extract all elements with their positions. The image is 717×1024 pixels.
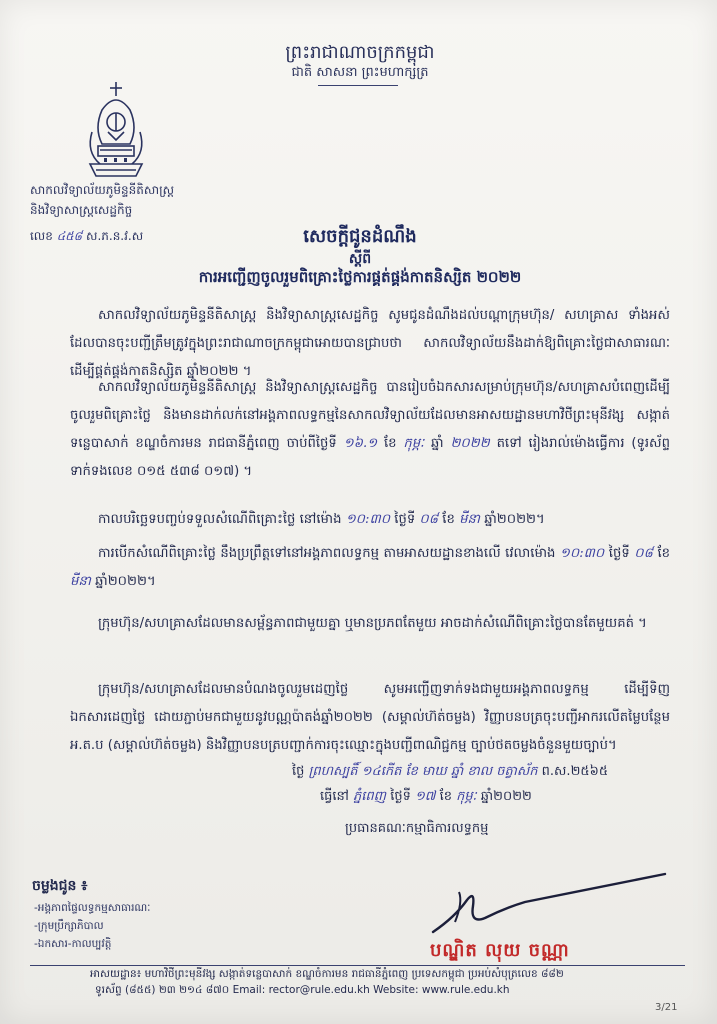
cc-item: -ឯកសារ-កាលប្បវត្តិ — [34, 938, 112, 950]
paragraph-requirements — [70, 676, 670, 760]
paragraph-affiliation — [70, 610, 670, 638]
national-motto: ជាតិ សាសនា ព្រះមហាក្សត្រ — [291, 65, 429, 80]
paragraph-text: សាកលវិទ្យាល័យភូមិន្ទនីតិសាស្ត្រ និងវិទ្យាសាស្ត្រសេដ្ឋកិច្ច បានរៀបចំឯកសារសម្រាប់ក្រុមហ៊ុន/សហគ្រាសបំពេញដើម្បីចូលរួមពិគ្រោះថ្លៃ និងមានដាក់លក់នៅអង្គភាពលទ្ធកម្មនៃសាកលវិទ្យាល័យដែលមានអាសយដ្ឋានមហាវិថីព្រះមុនីវង្ស សង្កាត់ទន្លេបាសាក់ ខណ្ឌចំការមន រាជធានីភ្នំពេញ ចាប់ពីថ្ងៃទី — [70, 380, 670, 451]
signer-name: បណ្ឌិត លុយ ចណ្ណា — [430, 940, 570, 961]
lunar-prefix: ថ្ងៃ — [292, 764, 305, 779]
paragraph-text: ឆ្នាំ២០២២។ — [95, 574, 156, 589]
place-handwritten: ភ្នំពេញ — [353, 789, 387, 804]
paragraph-text: កាលបរិច្ឆេទបញ្ចប់ទទួលសំណើពិគ្រោះថ្លៃ នៅម៉ោង — [98, 512, 342, 527]
handwritten-month: កុម្ភៈ — [403, 436, 425, 451]
handwritten-year: ២០២២ — [450, 436, 490, 451]
document-subject: ការអញ្ជើញចូលរួមពិគ្រោះថ្លៃការផ្គត់ផ្គង់កាតនិស្សិត ២០២២ — [198, 268, 522, 286]
cc-item: -ក្រុមប្រឹក្សាភិបាល — [34, 920, 104, 932]
paragraph-text: ថ្ងៃទី — [394, 512, 416, 527]
day-handwritten: ១៧ — [414, 789, 436, 804]
handwritten-month: មីនា — [70, 574, 91, 589]
footer-divider — [30, 965, 685, 966]
reference-number — [30, 228, 143, 246]
paragraph-text: ការបើកសំណើពិគ្រោះថ្លៃ នឹងប្រព្រឹត្តទៅនៅអង្គភាពលទ្ធកម្ម តាមអាសយដ្ឋានខាងលើ វេលាម៉ោង — [98, 546, 556, 561]
kingdom-heading: ព្រះរាជាណាចក្រកម្ពុជា — [285, 42, 435, 63]
paragraph-text: តទៅ រៀងរាល់ម៉ោងធ្វើការ (ទូរស័ព្ទទាក់ទងលេខ ០១៥ ៥៣៨ ០១៧) ។ — [70, 436, 670, 479]
year-label: ឆ្នាំ២០២២ — [480, 789, 532, 804]
handwritten-time: ១០:៣០ — [559, 546, 605, 561]
cc-label: ចម្លងជូន ៖ — [32, 878, 88, 894]
reference-handwritten: ៤៥៨ — [56, 229, 83, 243]
day-label: ថ្ងៃទី — [390, 789, 411, 804]
paragraph-text: ខែ — [657, 546, 670, 561]
institution-name-line1: សាកលវិទ្យាល័យភូមិន្ទនីតិសាស្ត្រ — [30, 183, 175, 197]
paragraph-text: ក្រុមហ៊ុន/សហគ្រាសដែលមានសម្ព័ន្ធភាពជាមួយគ្នា ឬមានប្រភពតែមួយ អាចដាក់សំណើពិគ្រោះថ្លៃបានតែមួយគត់ ។ — [98, 616, 647, 631]
place-prefix: ធ្វើនៅ — [320, 789, 349, 804]
month-handwritten: កុម្ភៈ — [456, 789, 477, 804]
footer-address: អាសយដ្ឋាន៖ មហាវិថីព្រះមុនីវង្ស សង្កាត់ទន្លេបាសាក់ ខណ្ឌចំការមន រាជធានីភ្នំពេញ ប្រទេសកម្ពុជា ប្រអប់សំបុត្រលេខ ៨៨២ — [90, 968, 564, 980]
handwritten-day: ០៨ — [419, 512, 439, 527]
reference-label: លេខ — [30, 229, 53, 243]
paragraph-text: ក្រុមហ៊ុន/សហគ្រាសដែលមានបំណងចូលរួមដេញថ្លៃ សូមអញ្ជើញទាក់ទងជាមួយអង្គភាពលទ្ធកម្ម ដើម្បីទិញឯកសារដេញថ្លៃ ដោយភ្ជាប់មកជាមួយនូវបណ្ណប៉ាតង់ឆ្នាំ២០២២ (សម្គាល់ហ៊ត់ចម្លង) វិញ្ញាបនបត្រចុះបញ្ជីអាករលើតម្លៃបន្ថែម អ.ត.ប (សម្គាល់ហ៊ត់ចម្លង) និងវិញ្ញាបនបត្របញ្ជាក់ការចុះឈ្មោះក្នុងបញ្ជីពាណិជ្ជកម្ម ច្បាប់ថតចម្លងចំនួនមួយច្បាប់។ — [70, 682, 670, 753]
handwritten-day: ១៦.១ — [343, 436, 378, 451]
document-title: សេចក្តីជូនដំណឹង — [303, 226, 417, 247]
lunar-date-line — [292, 763, 608, 782]
institution-name-line2: និងវិទ្យាសាស្ត្រសេដ្ឋកិច្ច — [30, 203, 133, 217]
paragraph-text: ថ្ងៃទី — [608, 546, 630, 561]
paragraph-text: ខែ — [442, 512, 455, 527]
handwritten-day: ០៨ — [634, 546, 653, 561]
cc-item: -អង្គភាពផ្ទៃលទ្ធកម្មសាធារណៈ — [34, 902, 151, 914]
president-title: ប្រធានគណៈកម្មាធិការលទ្ធកម្ម — [345, 821, 489, 836]
lunar-suffix: ព.ស.២៥៦៥ — [541, 764, 609, 779]
lunar-handwritten: ព្រហស្បតិ៍ ១៤កើត ខែ មាឃ ឆ្នាំ ខាល ចត្វាស័ក — [308, 764, 538, 779]
footer-contact: ទូរស័ព្ទ (៨៥៥) ២៣ ២១៤ ៨៧០ Email: rector@rule.edu.kh Website: www.rule.edu.kh — [95, 984, 510, 996]
university-emblem-icon — [80, 80, 152, 184]
issued-date-line — [320, 788, 532, 807]
page-number: 3/21 — [655, 1002, 678, 1013]
paragraph-text: សាកលវិទ្យាល័យភូមិន្ទនីតិសាស្ត្រ និងវិទ្យាសាស្ត្រសេដ្ឋកិច្ច សូមជូនដំណឹងដល់បណ្តាក្រុមហ៊ុន/ សហគ្រាស ទាំងអស់ ដែលបានចុះបញ្ជីត្រឹមត្រូវក្នុងព្រះរាជាណាចក្រកម្ពុជាអោយបានជ្រាបថា សាកលវិទ្យាល័យនឹងដាក់ឱ្យពិគ្រោះថ្លៃជាសាធារណៈ ដើម្បីផ្គត់ផ្គង់កាតនិស្សិត ឆ្នាំ២០២២ ។ — [70, 308, 670, 379]
document-about: ស្តីពី — [348, 251, 372, 267]
motto-divider — [318, 85, 398, 86]
paragraph-documents — [70, 374, 670, 486]
paragraph-text: ឆ្នាំ — [431, 436, 444, 451]
paragraph-text: ខែ — [384, 436, 397, 451]
paragraph-text: ឆ្នាំ២០២២។ — [484, 512, 545, 527]
paragraph-deadline — [70, 506, 670, 534]
reference-suffix: ស.ភ.ន.វ.ស — [86, 229, 144, 243]
paragraph-opening — [70, 540, 670, 596]
handwritten-time: ១០:៣០ — [345, 512, 391, 527]
handwritten-month: មីនា — [459, 512, 480, 527]
month-label: ខែ — [439, 789, 453, 804]
signature-scribble — [415, 862, 685, 942]
